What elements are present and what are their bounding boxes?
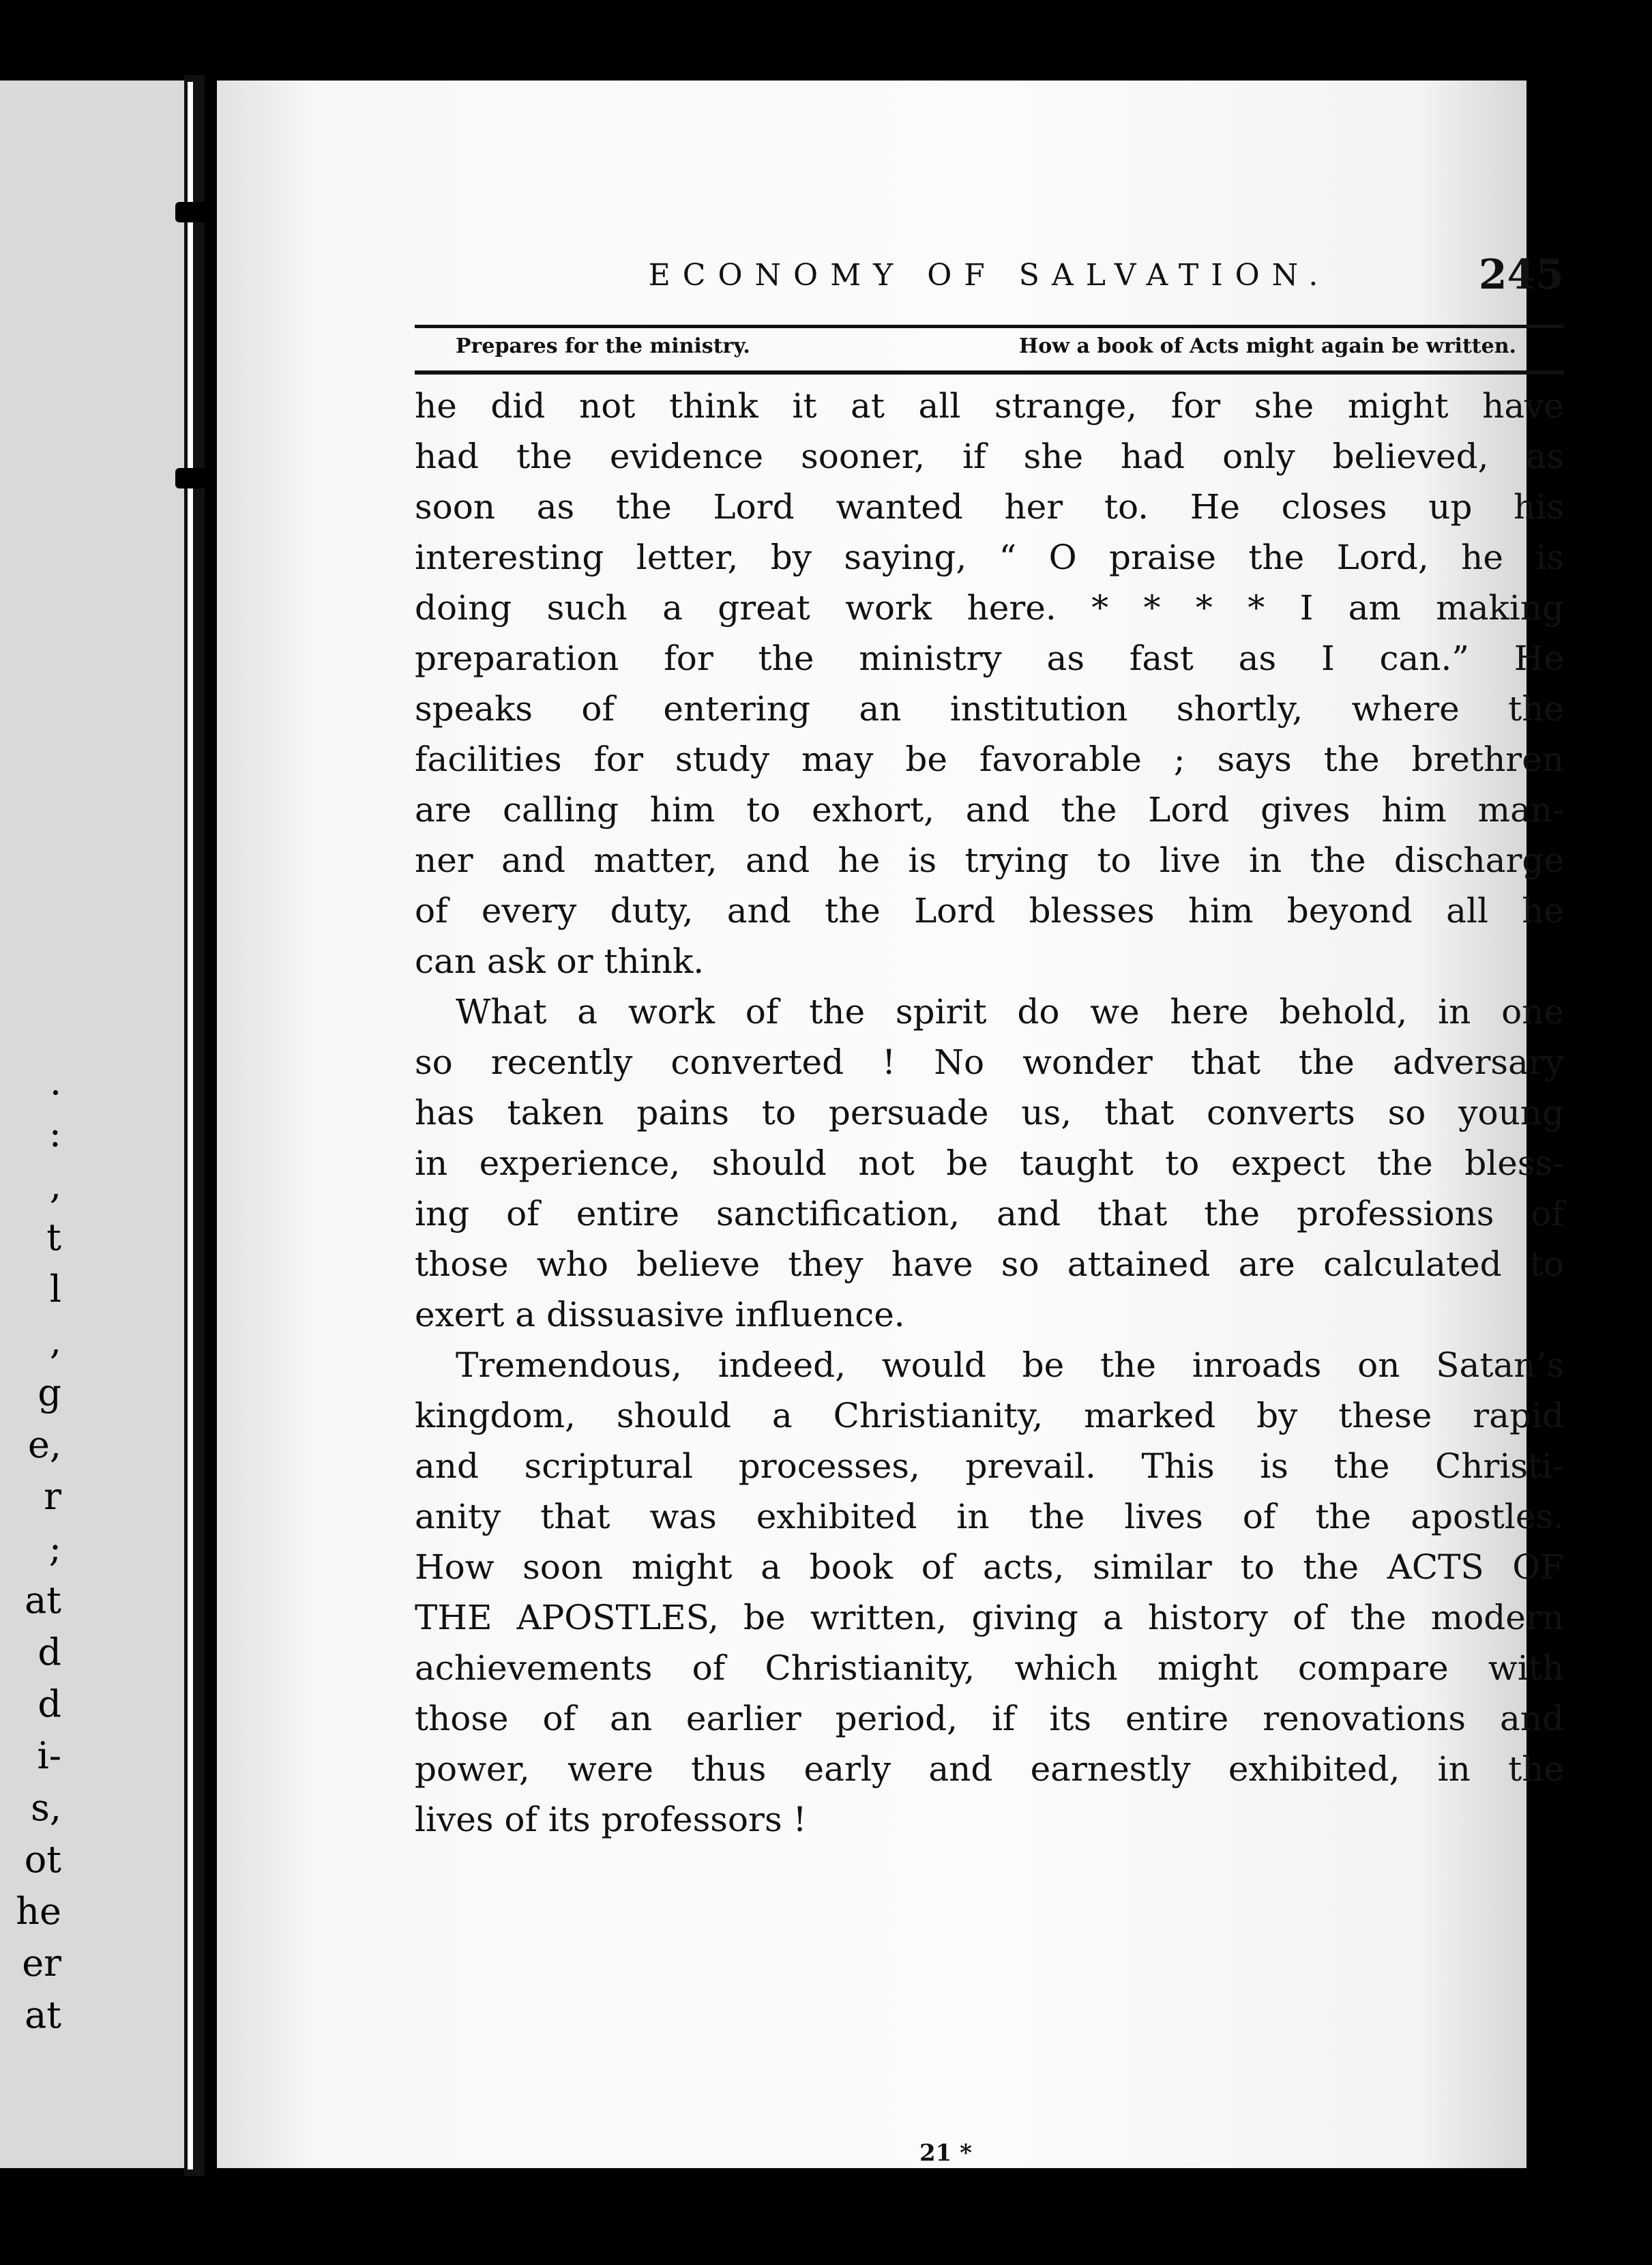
text-line: lives of its professors ! bbox=[415, 1800, 807, 1839]
left-fragment: at bbox=[25, 1993, 61, 2036]
left-fragment: t bbox=[46, 1216, 61, 1259]
binding-thread-knot bbox=[175, 202, 209, 222]
text-line: THE APOSTLES, be written, giving a history of the modern bbox=[415, 1598, 1564, 1637]
header-rule-bottom bbox=[415, 370, 1564, 375]
text-line: doing such a great work here. * * * * I am making bbox=[415, 588, 1564, 628]
text-line: interesting letter, by saying, “ O praise the Lord, he is bbox=[415, 538, 1564, 577]
left-fragment: : bbox=[48, 1112, 61, 1155]
text-line: achievements of Christianity, which might compare with bbox=[415, 1648, 1564, 1688]
left-fragment: g bbox=[38, 1371, 61, 1414]
left-page-text-fragments bbox=[0, 1056, 61, 2041]
text-line: How soon might a book of acts, similar to the ACTS OF bbox=[415, 1547, 1564, 1587]
text-line: soon as the Lord wanted her to. He closes up his bbox=[415, 487, 1564, 527]
running-title: ECONOMY OF SALVATION. bbox=[648, 258, 1331, 293]
text-line: had the evidence sooner, if she had only believed, as bbox=[415, 437, 1564, 476]
text-line: are calling him to exhort, and the Lord gives him man- bbox=[415, 790, 1564, 830]
text-line: ing of entire sanctification, and that the professions of bbox=[415, 1194, 1564, 1233]
page-number: 245 bbox=[1478, 251, 1564, 299]
left-fragment: r bbox=[44, 1475, 61, 1518]
text-line: in experience, should not be taught to expect the bless- bbox=[415, 1143, 1564, 1183]
left-fragment: ; bbox=[48, 1527, 61, 1570]
left-page-edge bbox=[0, 81, 205, 2168]
text-line: so recently converted ! No wonder that the adversary bbox=[415, 1042, 1564, 1082]
left-fragment: l bbox=[49, 1268, 61, 1311]
right-page bbox=[217, 81, 1564, 2168]
text-line: exert a dissuasive influence. bbox=[415, 1295, 905, 1334]
body-text bbox=[415, 381, 1564, 1845]
text-line: kingdom, should a Christianity, marked by these rapid bbox=[415, 1396, 1564, 1435]
left-fragment: d bbox=[38, 1631, 61, 1674]
text-line: Tremendous, indeed, would be the inroads on Satan’s bbox=[456, 1345, 1564, 1385]
text-line: those of an earlier period, if its entire renovations and bbox=[415, 1699, 1564, 1738]
gutter-highlight bbox=[188, 82, 193, 2169]
left-fragment: . bbox=[49, 1060, 61, 1103]
signature-mark: 21 * bbox=[919, 2139, 972, 2167]
text-line: speaks of entering an institution shortly, where the bbox=[415, 689, 1564, 729]
left-fragment: e, bbox=[27, 1423, 61, 1466]
left-fragment: s, bbox=[31, 1786, 61, 1829]
left-fragment: , bbox=[49, 1319, 61, 1362]
text-line: he did not think it at all strange, for she might have bbox=[415, 386, 1564, 426]
subhead-left: Prepares for the ministry. bbox=[456, 334, 750, 358]
left-fragment: er bbox=[22, 1942, 61, 1985]
binding-thread-knot bbox=[175, 468, 209, 488]
text-line: preparation for the ministry as fast as I can.” He bbox=[415, 639, 1564, 678]
left-fragment: , bbox=[49, 1164, 61, 1207]
subheads bbox=[415, 332, 1564, 366]
text-line: those who believe they have so attained are calculated to bbox=[415, 1244, 1564, 1284]
left-fragment: i- bbox=[37, 1734, 61, 1777]
left-fragment: ot bbox=[24, 1838, 61, 1881]
text-line: can ask or think. bbox=[415, 941, 705, 981]
text-line: What a work of the spirit do we here behold, in one bbox=[456, 992, 1564, 1032]
text-line: power, were thus early and earnestly exhibited, in the bbox=[415, 1749, 1564, 1789]
left-fragment: at bbox=[25, 1579, 61, 1622]
text-line: anity that was exhibited in the lives of the apostles. bbox=[415, 1497, 1564, 1536]
left-fragment: d bbox=[38, 1682, 61, 1725]
text-line: ner and matter, and he is trying to live in the discharge bbox=[415, 841, 1564, 880]
text-line: has taken pains to persuade us, that converts so young bbox=[415, 1093, 1564, 1132]
page-header bbox=[415, 251, 1564, 319]
text-line: and scriptural processes, prevail. This is the Christi- bbox=[415, 1446, 1564, 1486]
header-rule-top bbox=[415, 325, 1564, 328]
subhead-right: How a book of Acts might again be written. bbox=[1018, 334, 1516, 358]
text-line: facilities for study may be favorable ; says the brethren bbox=[415, 740, 1564, 779]
left-fragment: he bbox=[16, 1890, 61, 1933]
text-line: of every duty, and the Lord blesses him beyond all he bbox=[415, 891, 1564, 931]
